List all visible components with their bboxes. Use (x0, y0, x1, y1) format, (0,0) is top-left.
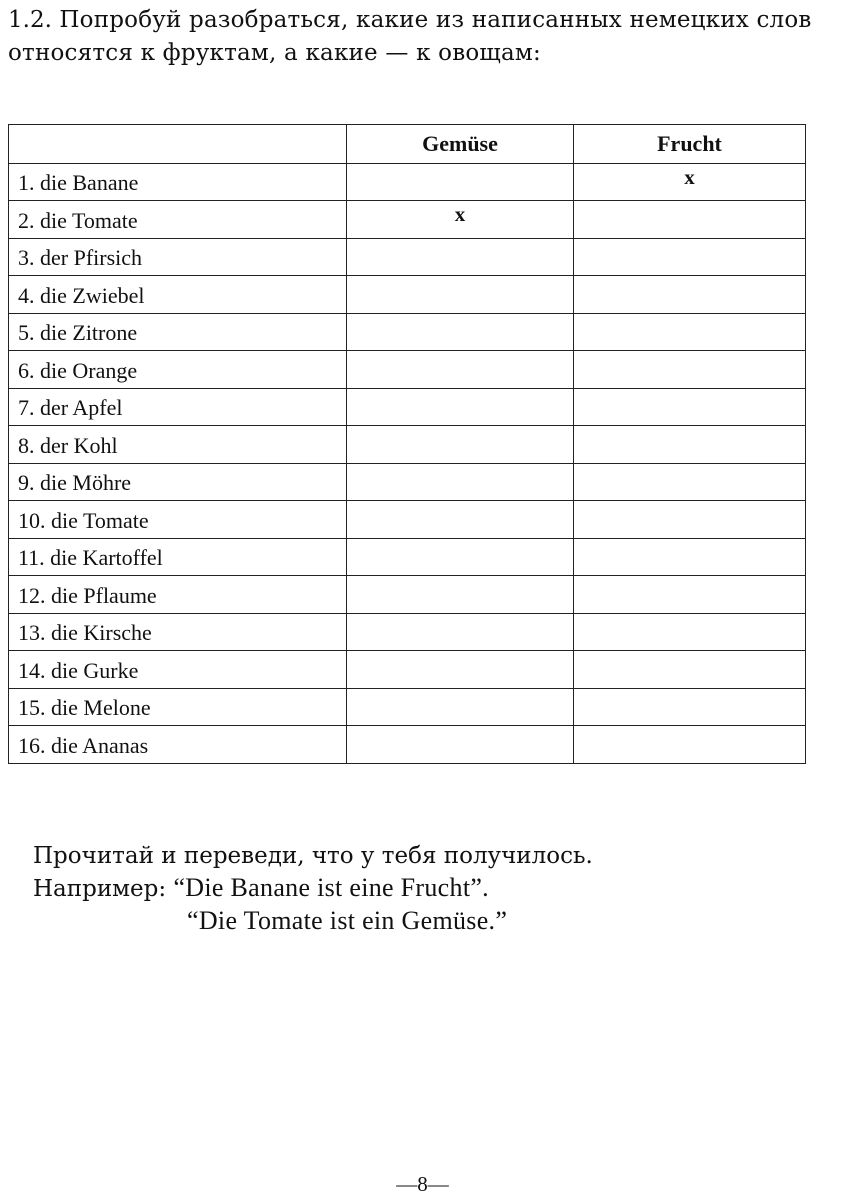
table-row (9, 538, 806, 576)
word-cell: 8. der Kohl (9, 426, 347, 464)
word-cell: 14. die Gurke (9, 651, 347, 689)
word-cell: 16. die Ananas (9, 726, 347, 764)
fruit-cell (574, 688, 806, 726)
instructions (33, 840, 823, 938)
header-vegetable: Gemüse (347, 125, 574, 164)
example-line-1 (33, 872, 823, 905)
task-text: Попробуй разобраться, какие из написанных немецких слов относятся к фруктам, а какие — к овощам: (8, 7, 812, 66)
word-cell: 1. die Banane (9, 163, 347, 201)
word-cell: 7. der Apfel (9, 388, 347, 426)
task-number: 1.2. (8, 7, 52, 33)
vegetable-cell (347, 351, 574, 389)
fruit-cell (574, 463, 806, 501)
sorting-table (8, 124, 806, 764)
word-cell: 5. die Zitrone (9, 313, 347, 351)
fruit-cell (574, 501, 806, 539)
vegetable-cell (347, 313, 574, 351)
example-line-2 (33, 905, 823, 938)
vegetable-cell (347, 613, 574, 651)
fruit-cell (574, 238, 806, 276)
vegetable-cell (347, 651, 574, 689)
vegetable-cell (347, 501, 574, 539)
vegetable-cell (347, 688, 574, 726)
table-row (9, 426, 806, 464)
table-row (9, 576, 806, 614)
fruit-cell (574, 726, 806, 764)
vegetable-cell (347, 388, 574, 426)
table-row (9, 163, 806, 201)
fruit-cell (574, 613, 806, 651)
example-sentence-2: “Die Tomate ist ein Gemüse.” (187, 906, 508, 935)
instruction-line: Прочитай и переведи, что у тебя получилось. (33, 843, 593, 869)
word-cell: 15. die Melone (9, 688, 347, 726)
vegetable-cell (347, 538, 574, 576)
table-row (9, 726, 806, 764)
word-cell: 2. die Tomate (9, 201, 347, 239)
fruit-cell (574, 276, 806, 314)
vegetable-cell (347, 726, 574, 764)
header-fruit: Frucht (574, 125, 806, 164)
word-cell: 6. die Orange (9, 351, 347, 389)
fruit-cell (574, 313, 806, 351)
table-row (9, 651, 806, 689)
word-cell: 13. die Kirsche (9, 613, 347, 651)
word-cell: 9. die Möhre (9, 463, 347, 501)
example-sentence-1: “Die Banane ist eine Frucht”. (173, 873, 489, 902)
fruit-cell (574, 538, 806, 576)
vegetable-cell (347, 463, 574, 501)
vegetable-cell (347, 426, 574, 464)
vegetable-cell (347, 163, 574, 201)
vegetable-cell: x (347, 201, 574, 239)
word-cell: 3. der Pfirsich (9, 238, 347, 276)
table-row (9, 463, 806, 501)
fruit-cell (574, 388, 806, 426)
table-row (9, 388, 806, 426)
word-cell: 11. die Kartoffel (9, 538, 347, 576)
fruit-cell (574, 426, 806, 464)
fruit-cell (574, 351, 806, 389)
vegetable-cell (347, 576, 574, 614)
table-row (9, 501, 806, 539)
fruit-cell (574, 576, 806, 614)
header-word (9, 125, 347, 164)
table-body (9, 163, 806, 763)
table-row (9, 313, 806, 351)
word-cell: 12. die Pflaume (9, 576, 347, 614)
word-cell: 10. die Tomate (9, 501, 347, 539)
example-label: Например: (33, 876, 167, 902)
fruit-cell (574, 201, 806, 239)
word-cell: 4. die Zwiebel (9, 276, 347, 314)
fruit-cell (574, 651, 806, 689)
fruit-cell: x (574, 163, 806, 201)
table-row (9, 351, 806, 389)
table-row (9, 613, 806, 651)
task-statement (8, 4, 840, 70)
vegetable-cell (347, 238, 574, 276)
table-header-row (9, 125, 806, 164)
table-row (9, 201, 806, 239)
table-row (9, 688, 806, 726)
vegetable-cell (347, 276, 574, 314)
page-number: —8— (396, 1172, 449, 1196)
table-row (9, 238, 806, 276)
table-row (9, 276, 806, 314)
